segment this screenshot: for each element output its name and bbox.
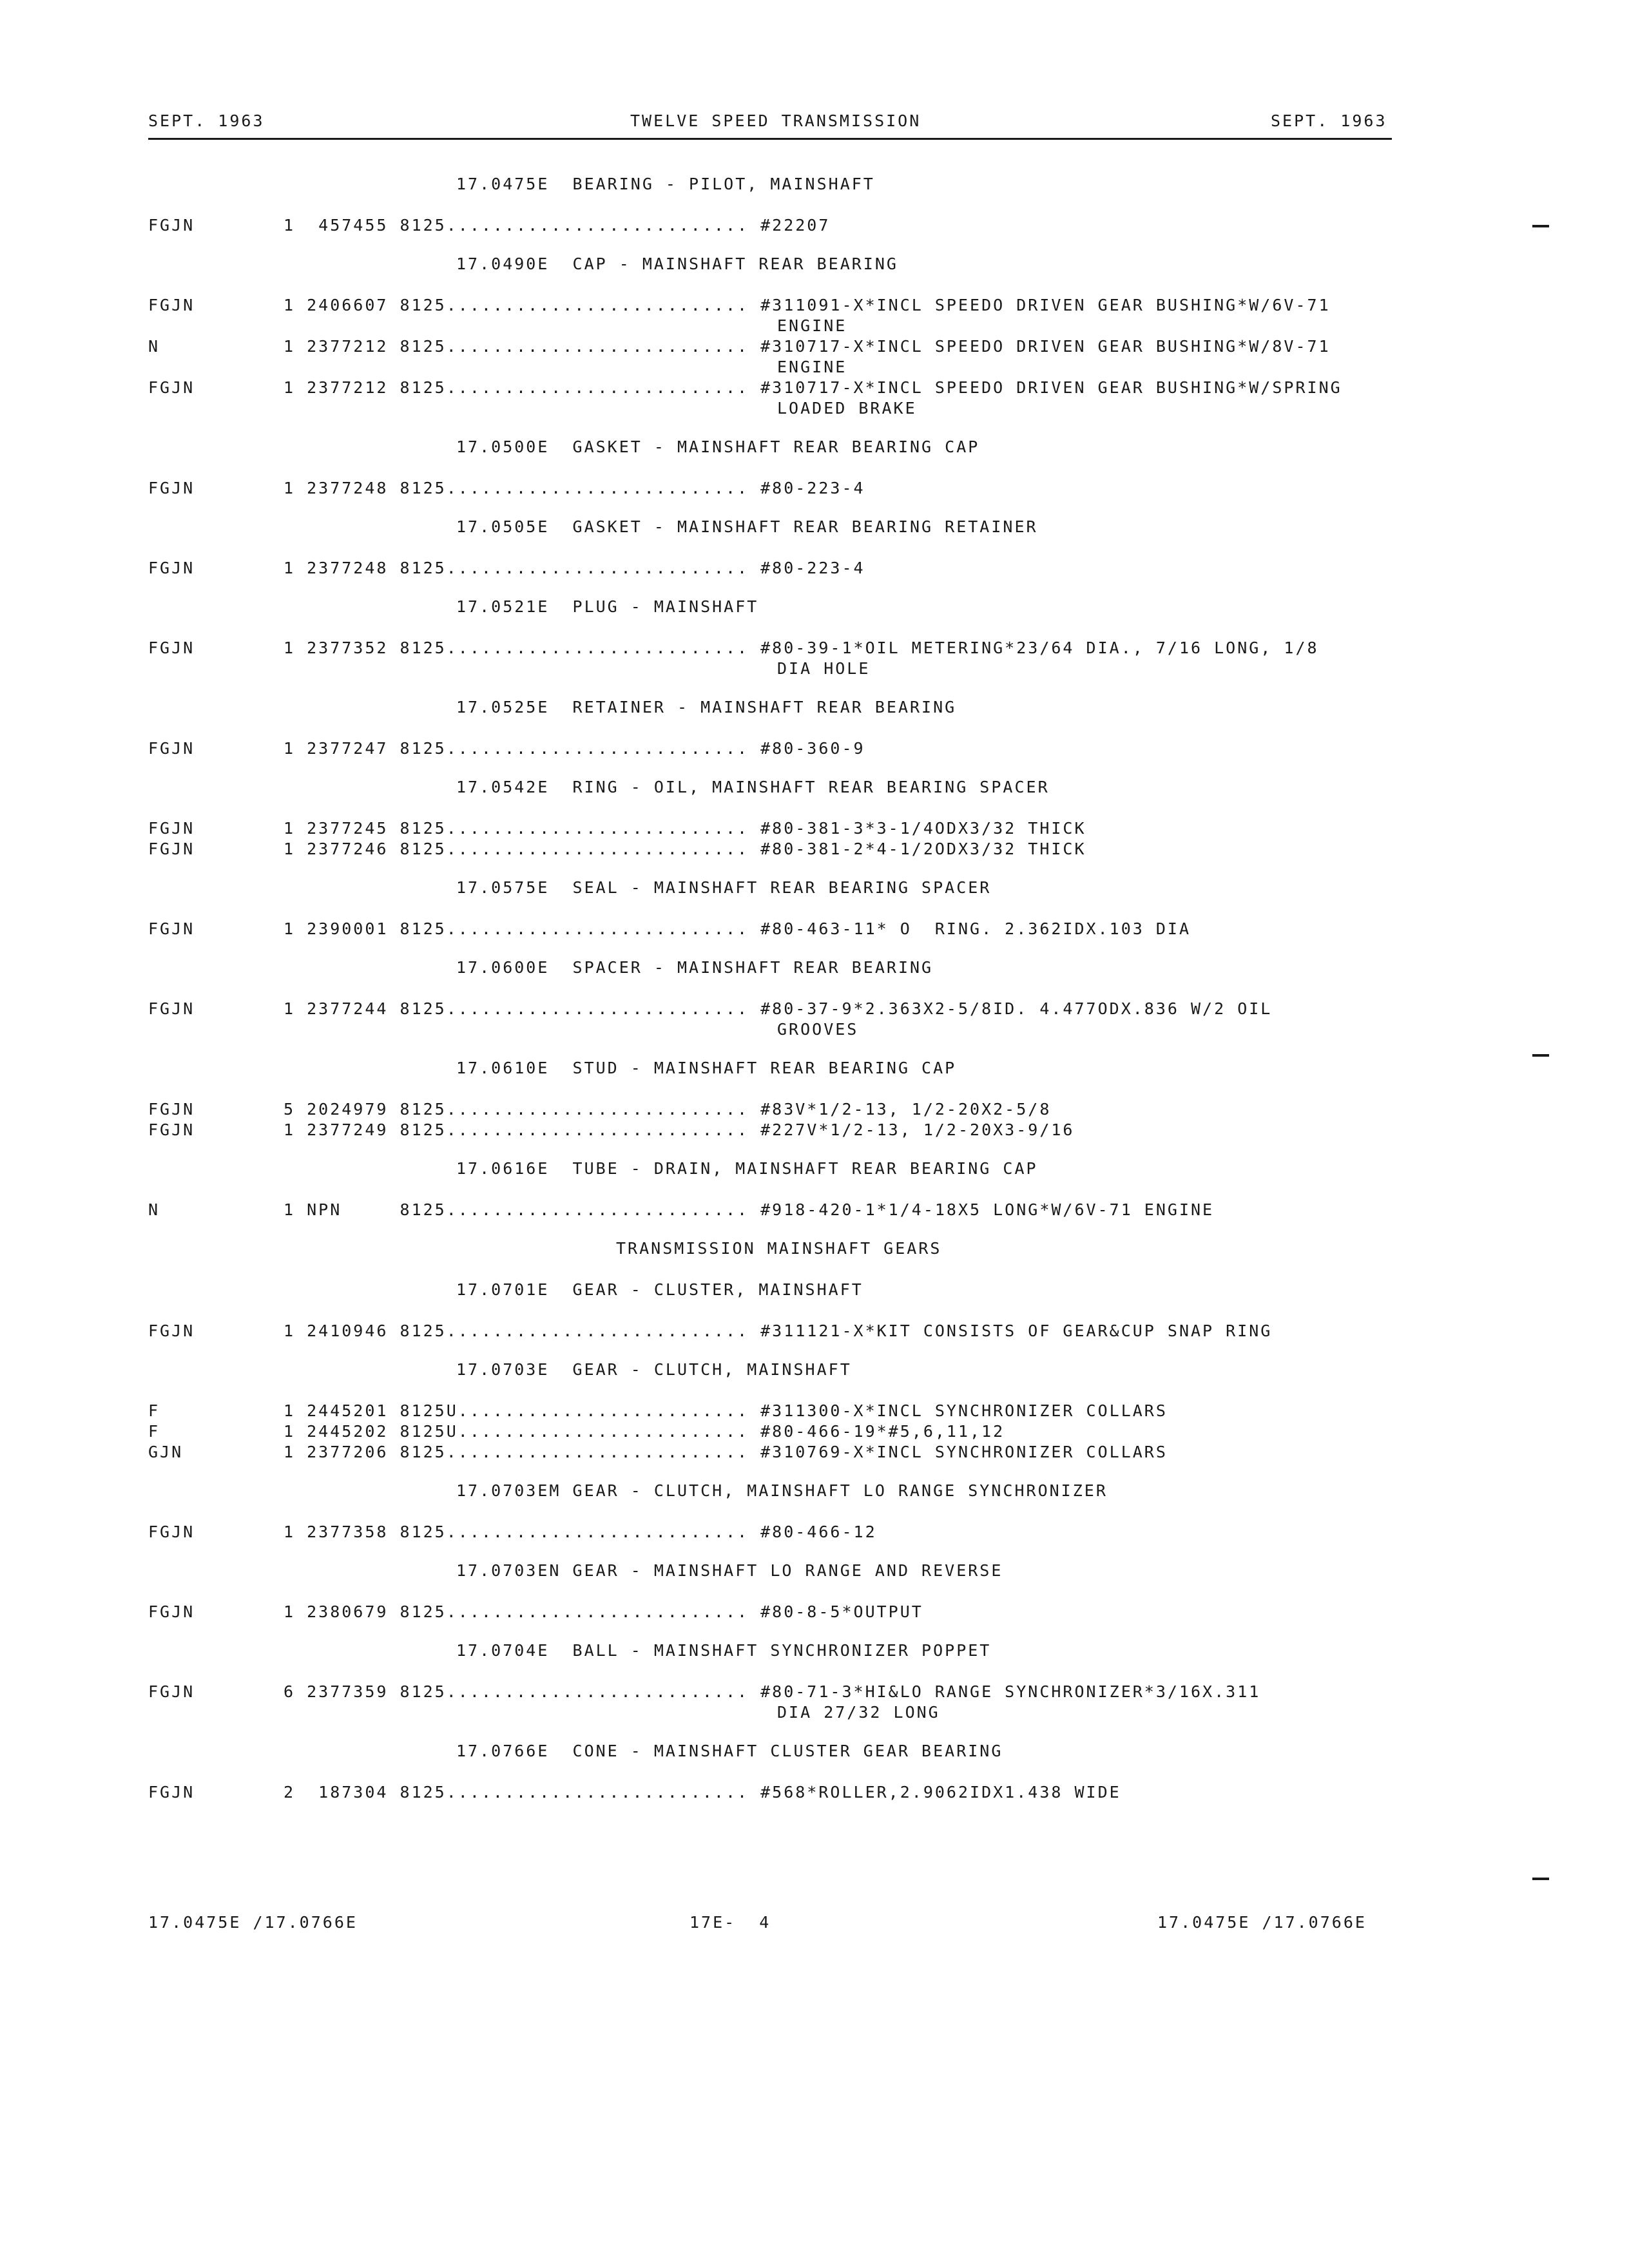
part-description-continued: DIA HOLE [777, 659, 871, 678]
part-line: 1 2380679 8125.......................... #80-8-5*OUTPUT [284, 1602, 923, 1621]
model-code: F [148, 1401, 160, 1420]
section-heading: 17.0521E PLUG - MAINSHAFT [456, 597, 759, 616]
part-line: 1 2410946 8125.......................... #311121-X*KIT CONSISTS OF GEAR&CUP SNAP RING [284, 1321, 1273, 1340]
part-line: 1 2377248 8125.......................... #80-223-4 [284, 559, 865, 577]
section-heading: 17.0500E GASKET - MAINSHAFT REAR BEARING CAP [456, 437, 980, 456]
section-heading: 17.0616E TUBE - DRAIN, MAINSHAFT REAR BEARING CAP [456, 1159, 1038, 1178]
model-code: FGJN [148, 1321, 195, 1340]
part-line: 1 2377212 8125.......................... #310717-X*INCL SPEEDO DRIVEN GEAR BUSHING*W/8V-71 [284, 337, 1331, 356]
model-code: FGJN [148, 739, 195, 758]
part-line: 1 2377212 8125.......................... #310717-X*INCL SPEEDO DRIVEN GEAR BUSHING*W/SPRING [284, 378, 1342, 397]
section-heading: 17.0704E BALL - MAINSHAFT SYNCHRONIZER POPPET [456, 1641, 992, 1660]
model-code: FGJN [148, 840, 195, 858]
section-heading: 17.0475E BEARING - PILOT, MAINSHAFT [456, 175, 875, 193]
group-title: TRANSMISSION MAINSHAFT GEARS [616, 1239, 942, 1258]
margin-tick [1532, 225, 1549, 227]
part-line: 1 2406607 8125.......................... #311091-X*INCL SPEEDO DRIVEN GEAR BUSHING*W/6V-71 [284, 296, 1331, 314]
section-heading: 17.0703E GEAR - CLUTCH, MAINSHAFT [456, 1360, 852, 1379]
model-code: GJN [148, 1443, 184, 1461]
header-right-date: SEPT. 1963 [1271, 111, 1387, 130]
part-line: 5 2024979 8125.......................... #83V*1/2-13, 1/2-20X2-5/8 [284, 1100, 1052, 1119]
part-line: 1 2377248 8125.......................... #80-223-4 [284, 479, 865, 497]
model-code: FGJN [148, 819, 195, 838]
part-line: 1 2377352 8125.......................... #80-39-1*OIL METERING*23/64 DIA., 7/16 LONG, 1/8 [284, 639, 1319, 657]
model-code: FGJN [148, 1783, 195, 1802]
model-code: FGJN [148, 216, 195, 235]
part-line: 1 2377358 8125.......................... #80-466-12 [284, 1523, 877, 1541]
section-heading: 17.0525E RETAINER - MAINSHAFT REAR BEARING [456, 698, 957, 716]
footer-right-range: 17.0475E /17.0766E [1157, 1913, 1367, 1932]
part-line: 1 2377206 8125.......................... #310769-X*INCL SYNCHRONIZER COLLARS [284, 1443, 1168, 1461]
margin-tick [1532, 1054, 1549, 1057]
section-heading: 17.0610E STUD - MAINSHAFT REAR BEARING CAP [456, 1059, 957, 1077]
part-line: 1 2445202 8125U......................... #80-466-19*#5,6,11,12 [284, 1422, 1005, 1441]
model-code: FGJN [148, 1602, 195, 1621]
part-line: 1 2377247 8125.......................... #80-360-9 [284, 739, 865, 758]
model-code: FGJN [148, 919, 195, 938]
part-line: 6 2377359 8125.......................... #80-71-3*HI&LO RANGE SYNCHRONIZER*3/16X.311 [284, 1682, 1261, 1701]
part-description-continued: GROOVES [777, 1020, 859, 1039]
section-heading: 17.0600E SPACER - MAINSHAFT REAR BEARING [456, 958, 934, 977]
part-line: 2 187304 8125.......................... #568*ROLLER,2.9062IDX1.438 WIDE [284, 1783, 1121, 1802]
model-code: FGJN [148, 1523, 195, 1541]
section-heading: 17.0703EN GEAR - MAINSHAFT LO RANGE AND REVERSE [456, 1561, 1003, 1580]
section-heading: 17.0490E CAP - MAINSHAFT REAR BEARING [456, 255, 898, 273]
part-description-continued: DIA 27/32 LONG [777, 1703, 940, 1722]
model-code: FGJN [148, 1100, 195, 1119]
section-heading: 17.0542E RING - OIL, MAINSHAFT REAR BEARING SPACER [456, 778, 1050, 796]
model-code: FGJN [148, 559, 195, 577]
section-heading: 17.0703EM GEAR - CLUTCH, MAINSHAFT LO RANGE SYNCHRONIZER [456, 1481, 1108, 1500]
model-code: FGJN [148, 639, 195, 657]
part-description-continued: ENGINE [777, 316, 847, 335]
part-line: 1 2377246 8125.......................... #80-381-2*4-1/2ODX3/32 THICK [284, 840, 1086, 858]
part-line: 1 2445201 8125U......................... #311300-X*INCL SYNCHRONIZER COLLARS [284, 1401, 1168, 1420]
header-left-date: SEPT. 1963 [148, 111, 265, 130]
footer-page-number: 17E- 4 [689, 1913, 771, 1932]
model-code: FGJN [148, 479, 195, 497]
model-code: N [148, 1200, 160, 1219]
section-heading: 17.0505E GASKET - MAINSHAFT REAR BEARING RETAINER [456, 517, 1038, 536]
model-code: FGJN [148, 296, 195, 314]
part-line: 1 2390001 8125.......................... #80-463-11* O RING. 2.362IDX.103 DIA [284, 919, 1191, 938]
section-heading: 17.0766E CONE - MAINSHAFT CLUSTER GEAR BEARING [456, 1742, 1003, 1760]
part-description-continued: ENGINE [777, 358, 847, 376]
footer-left-range: 17.0475E /17.0766E [148, 1913, 358, 1932]
model-code: N [148, 337, 160, 356]
model-code: FGJN [148, 1120, 195, 1139]
part-line: 1 2377245 8125.......................... #80-381-3*3-1/4ODX3/32 THICK [284, 819, 1086, 838]
section-heading: 17.0575E SEAL - MAINSHAFT REAR BEARING SPACER [456, 878, 992, 897]
part-line: 1 NPN 8125.......................... #918-420-1*1/4-18X5 LONG*W/6V-71 ENGINE [284, 1200, 1215, 1219]
model-code: FGJN [148, 999, 195, 1018]
model-code: FGJN [148, 378, 195, 397]
part-line: 1 457455 8125.......................... #22207 [284, 216, 831, 235]
model-code: FGJN [148, 1682, 195, 1701]
header-rule [148, 138, 1392, 140]
part-line: 1 2377244 8125.......................... #80-37-9*2.363X2-5/8ID. 4.477ODX.836 W/2 OIL [284, 999, 1273, 1018]
part-description-continued: LOADED BRAKE [777, 399, 917, 418]
header-title: TWELVE SPEED TRANSMISSION [630, 111, 921, 130]
margin-tick [1532, 1878, 1549, 1880]
section-heading: 17.0701E GEAR - CLUSTER, MAINSHAFT [456, 1280, 863, 1299]
part-line: 1 2377249 8125.......................... #227V*1/2-13, 1/2-20X3-9/16 [284, 1120, 1075, 1139]
model-code: F [148, 1422, 160, 1441]
